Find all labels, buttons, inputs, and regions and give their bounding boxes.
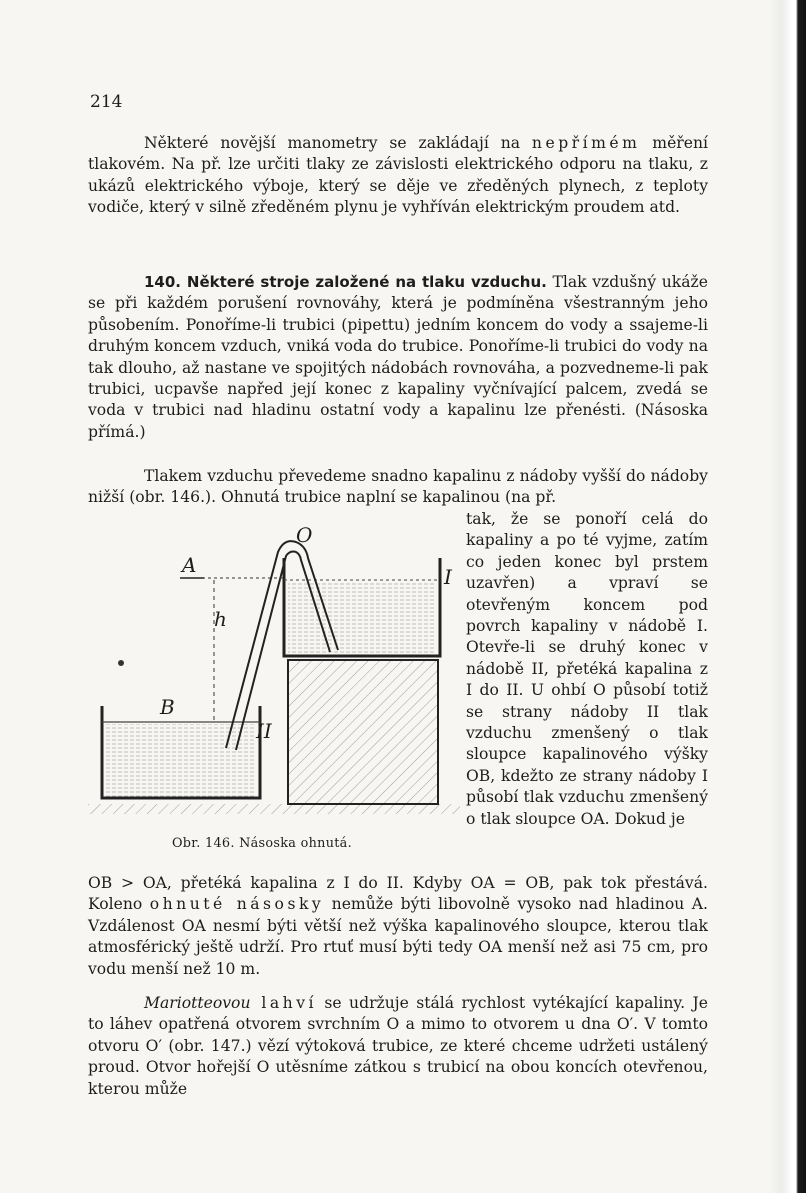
ink-speck <box>118 660 124 666</box>
paragraph-beside-figure: tak, že se ponoří celá do kapaliny a po té vyjme, zatím co jeden konec byl prstem uzavřen) a vpraví se otevřeným koncem pod povrch kapaliny v nádobě I. Otevře-li se druhý konec v nádobě II, přetéká kapalina z I do II. U ohbí O působí totiž se strany nádoby II tlak vzduchu zmenšený o tlak sloupce kapalinového výšky OB, kdežto ze strany nádoby I působí tlak vzduchu zmenšený o tlak sloupce OA. Dokud je <box>466 510 708 828</box>
paragraph-siphon-intro: Tlakem vzduchu převedeme snadno kapalinu z nádoby vyšší do nádoby nižší (obr. 146.). Ohnutá trubice naplní se kapalinou (na př. <box>88 467 708 507</box>
paragraph-manometry: Některé novější manometry se zakládají na nepřímém měření tlakovém. Na př. lze určiti tlaky ze závislosti elektrického odporu na tlaku, z ukázů elektrického výboje, který se děje ve zředěných plynech, z teploty vodiče, který v silně zředěném plynu je vyhříván elektrickým proudem atd. <box>88 134 709 217</box>
label-O: O <box>296 523 313 547</box>
paragraph-after-figure: OB > OA, přetéká kapalina z I do II. Kdyby OA = OB, pak tok přestává. Koleno ohnuté násosky nemůže býti libovolně vysoko nad hladinou A. Vzdálenost OA nesmí býti větší než výška kapalinového sloupce, kterou tlak atmosférický ještě udrží. Pro rtuť musí býti tedy OA menší než asi 75 cm, pro vodu menší než 10 m. <box>88 874 708 978</box>
siphon-figure <box>88 522 460 832</box>
ground-hatching <box>88 804 460 814</box>
book-binding-edge <box>768 0 806 1193</box>
vessel-II-liquid <box>106 724 256 798</box>
figure-caption: Obr. 146. Násoska ohnutá. <box>172 836 352 851</box>
vessel-I-liquid <box>288 582 436 656</box>
label-I: I <box>444 565 452 589</box>
label-h: h <box>214 607 227 631</box>
label-B: B <box>160 695 175 719</box>
paragraph-mariotte: Mariotteovou lahví se udržuje stálá rychlost vytékající kapaliny. Je to láhev opatřená otvorem svrchním O a mimo to otvorem u dna O′. V tomto otvoru O′ (obr. 147.) vězí výtoková trubice, ze které chceme udržeti ustálený proud. Otvor hořejší O utěsníme zátkou s trubicí na obou koncích otevřenou, kterou může <box>88 994 708 1098</box>
label-A: A <box>182 553 197 577</box>
support-block <box>288 660 438 804</box>
paragraph-section-140: 140. Některé stroje založené na tlaku vzduchu. Tlak vzdušný ukáže se při každém porušení rovnováhy, která je podmíněna všestranným jeho působením. Ponoříme-li trubici (pipettu) jedním koncem do vody a ssajeme-li druhým koncem vzduch, vniká voda do trubice. Ponoříme-li trubici do vody na tak dlouho, až nastane ve spojitých nádobách rovnováha, a pozvedneme-li pak trubici, ucpavše napřed její konec z kapaliny vyčnívající palcem, zvedá se voda v trubici nad hladinu ostatní vody a kapalinu lze přenésti. (Násoska přímá.) <box>88 273 708 441</box>
page-number: 214 <box>90 92 123 112</box>
label-II: II <box>256 719 272 743</box>
section-heading: 140. Některé stroje založené na tlaku vzduchu. <box>144 273 547 291</box>
